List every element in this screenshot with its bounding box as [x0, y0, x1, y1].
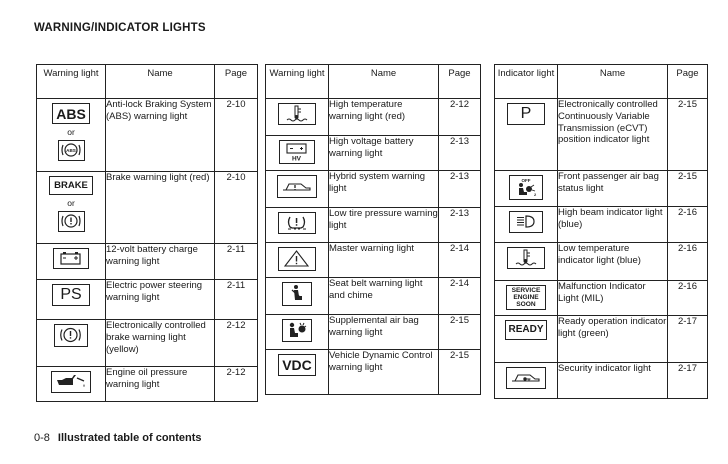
page-cell: 2-12: [439, 99, 481, 136]
symbol-cell: [495, 207, 558, 243]
page-cell: 2-17: [668, 316, 708, 363]
name-cell: Seat belt warning light and chime: [329, 278, 439, 315]
page-cell: 2-13: [439, 171, 481, 208]
symbol-cell: [37, 280, 106, 320]
symbol-cell: [495, 171, 558, 207]
ready-icon: READY: [505, 320, 547, 340]
page-cell: 2-13: [439, 136, 481, 171]
svg-text:ABS: ABS: [65, 148, 76, 153]
name-cell: Malfunction Indicator Light (MIL): [558, 281, 668, 316]
symbol-cell: [495, 363, 558, 399]
name-cell: High temperature warning light (red): [329, 99, 439, 136]
air-bag-icon: [282, 319, 312, 342]
symbol-cell: [37, 244, 106, 280]
master-warning-icon: [278, 247, 316, 271]
table-row: [37, 99, 258, 172]
footer-page-number: 0-8: [34, 432, 50, 444]
park-position-icon: P: [507, 103, 545, 125]
header-page: Page: [439, 65, 481, 99]
name-cell: High beam indicator light (blue): [558, 207, 668, 243]
name-cell: Ready operation indicator light (green): [558, 316, 668, 363]
header-warning-light: Warning light: [37, 65, 106, 99]
table-header-row: [37, 65, 258, 99]
name-cell: Electronically controlled Continuously Variable Transmission (eCVT) position indicator light: [558, 99, 668, 171]
name-cell: Vehicle Dynamic Control warning light: [329, 350, 439, 395]
symbol-cell: [495, 243, 558, 281]
symbol-cell: [266, 243, 329, 278]
name-cell: Low temperature indicator light (blue): [558, 243, 668, 281]
name-cell: 12-volt battery charge warning light: [106, 244, 215, 280]
header-page: Page: [668, 65, 708, 99]
table-row: [266, 350, 481, 395]
abs-circle-icon: [58, 140, 85, 161]
symbol-cell: [495, 316, 558, 363]
high-beam-icon: [509, 211, 543, 233]
symbol-cell: [266, 208, 329, 243]
page-cell: 2-15: [668, 99, 708, 171]
table-row: [37, 280, 258, 320]
table-row: [37, 320, 258, 367]
name-cell: Supplemental air bag warning light: [329, 315, 439, 350]
page-cell: 2-16: [668, 243, 708, 281]
table-row: [495, 171, 708, 207]
name-cell: High voltage battery warning light: [329, 136, 439, 171]
page-cell: 2-11: [215, 244, 258, 280]
page-title: WARNING/INDICATOR LIGHTS: [34, 22, 206, 34]
page-cell: 2-15: [439, 350, 481, 395]
power-steering-icon: PS: [52, 284, 90, 306]
svg-text:2: 2: [534, 192, 537, 197]
header-page: Page: [215, 65, 258, 99]
table-row: [266, 136, 481, 171]
security-indicator-icon: [506, 367, 546, 389]
symbol-cell: [266, 99, 329, 136]
page-cell: 2-16: [668, 207, 708, 243]
page-cell: 2-12: [215, 320, 258, 367]
table-row: [495, 316, 708, 363]
or-label: or: [67, 127, 75, 137]
symbol-cell: [495, 99, 558, 171]
svg-text:OFF: OFF: [521, 178, 531, 183]
table-row: [37, 172, 258, 244]
electronic-brake-icon: [54, 324, 88, 347]
page-cell: 2-15: [439, 315, 481, 350]
warning-lights-table-1: [36, 64, 258, 402]
name-cell: Electronically controlled brake warning light (yellow): [106, 320, 215, 367]
name-cell: Security indicator light: [558, 363, 668, 399]
table-row: [266, 208, 481, 243]
symbol-cell: [37, 367, 106, 402]
warning-lights-table-2: [265, 64, 481, 395]
name-cell: Brake warning light (red): [106, 172, 215, 244]
name-cell: Anti-lock Braking System (ABS) warning light: [106, 99, 215, 172]
table-row: [495, 243, 708, 281]
page-cell: 2-10: [215, 172, 258, 244]
vdc-icon: VDC: [278, 354, 316, 376]
page-footer: [34, 432, 202, 444]
hybrid-system-icon: [277, 175, 317, 198]
table-row: [495, 363, 708, 399]
oil-pressure-icon: [51, 371, 91, 393]
table-row: [266, 315, 481, 350]
symbol-cell: [37, 320, 106, 367]
name-cell: Electric power steering warning light: [106, 280, 215, 320]
battery-icon: [53, 248, 89, 269]
header-name: Name: [106, 65, 215, 99]
table-row: [266, 278, 481, 315]
service-engine-soon-icon: SERVICE ENGINE SOON: [506, 285, 546, 310]
name-cell: Front passenger air bag status light: [558, 171, 668, 207]
page-cell: 2-11: [215, 280, 258, 320]
page-cell: 2-13: [439, 208, 481, 243]
or-label: or: [67, 198, 75, 208]
header-name: Name: [558, 65, 668, 99]
name-cell: Hybrid system warning light: [329, 171, 439, 208]
footer-section-title: Illustrated table of contents: [57, 432, 202, 444]
symbol-cell: [266, 278, 329, 315]
page-cell: 2-10: [215, 99, 258, 172]
header-indicator-light: Indicator light: [495, 65, 558, 99]
page-cell: 2-14: [439, 278, 481, 315]
hv-label: HV: [291, 155, 302, 162]
table-row: [266, 243, 481, 278]
symbol-cell: [266, 315, 329, 350]
brake-icon: BRAKE: [49, 176, 93, 195]
page-cell: 2-17: [668, 363, 708, 399]
page-cell: 2-15: [668, 171, 708, 207]
name-cell: Low tire pressure warning light: [329, 208, 439, 243]
symbol-cell: [37, 172, 106, 244]
page-cell: 2-12: [215, 367, 258, 402]
table-row: [495, 99, 708, 171]
symbol-cell: [266, 136, 329, 171]
name-cell: Engine oil pressure warning light: [106, 367, 215, 402]
symbol-cell: [37, 99, 106, 172]
symbol-cell: [266, 350, 329, 395]
low-temperature-icon: [507, 247, 545, 269]
table-row: [266, 171, 481, 208]
high-voltage-battery-icon: [279, 140, 315, 164]
brake-circle-icon: [58, 211, 85, 232]
passenger-air-bag-icon: [509, 175, 543, 200]
symbol-cell: [266, 171, 329, 208]
table-header-row: [266, 65, 481, 99]
table-row: [37, 367, 258, 402]
header-warning-light: Warning light: [266, 65, 329, 99]
indicator-lights-table: [494, 64, 708, 399]
table-row: [495, 281, 708, 316]
table-header-row: [495, 65, 708, 99]
low-tire-pressure-icon: [278, 212, 316, 234]
page-cell: 2-14: [439, 243, 481, 278]
page-cell: 2-16: [668, 281, 708, 316]
name-cell: Master warning light: [329, 243, 439, 278]
header-name: Name: [329, 65, 439, 99]
seat-belt-icon: [282, 282, 312, 306]
table-row: [495, 207, 708, 243]
table-row: [266, 99, 481, 136]
table-row: [37, 244, 258, 280]
symbol-cell: [495, 281, 558, 316]
high-temperature-icon: [278, 103, 316, 125]
abs-icon: ABS: [52, 103, 90, 124]
